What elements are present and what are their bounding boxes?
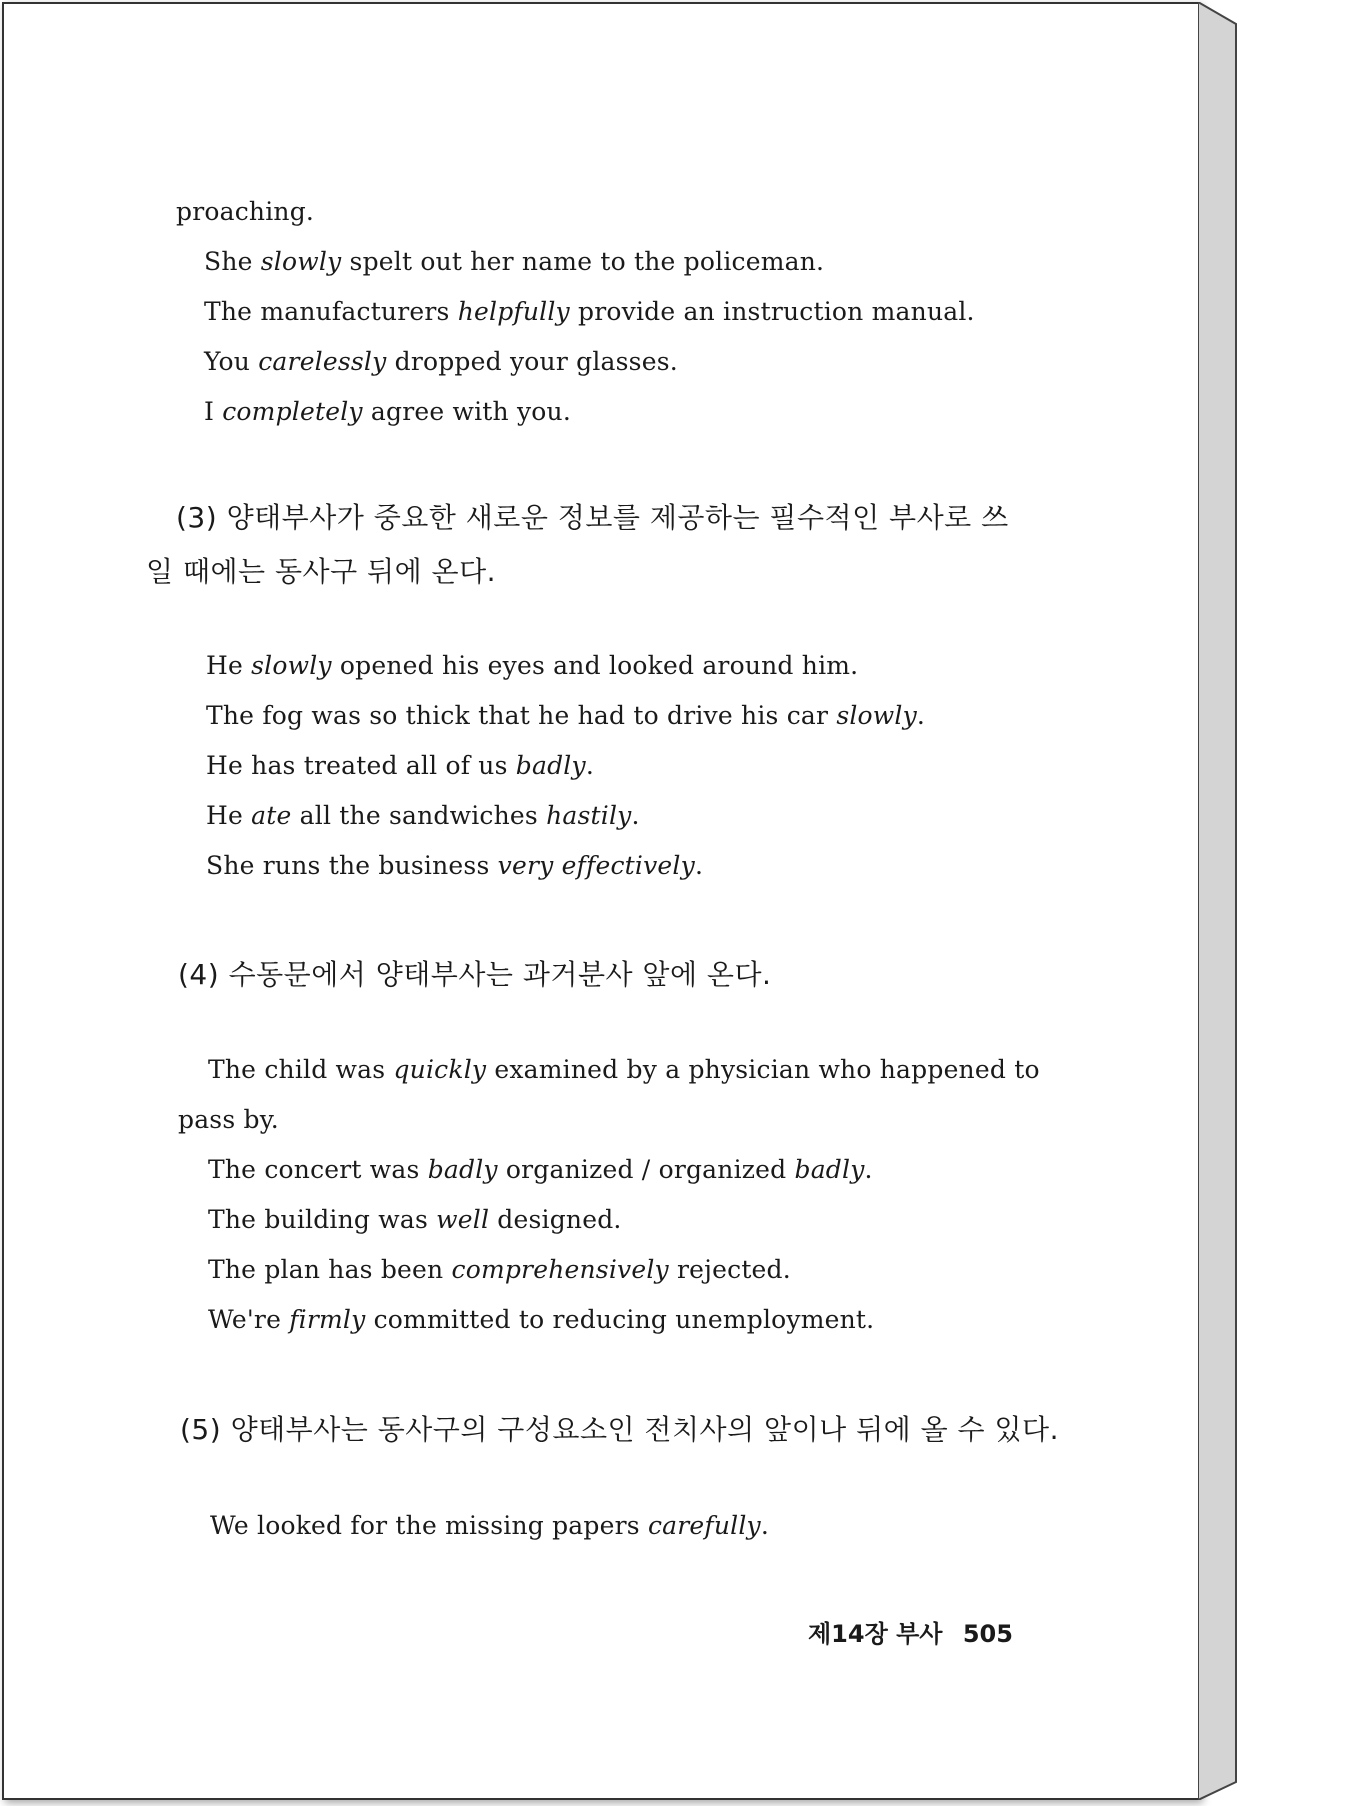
rule-heading-4: (4) 수동문에서 양태부사는 과거분사 앞에 온다. [178,958,772,991]
example-sentence: The plan has been comprehensively rejected. [208,1255,791,1284]
example-sentence: The concert was badly organized / organized badly. [208,1155,873,1184]
text-line: pass by. [178,1105,279,1134]
example-sentence: We're firmly committed to reducing unemployment. [208,1305,875,1334]
example-sentence: You carelessly dropped your glasses. [204,347,678,376]
text-line: proaching. [176,197,315,226]
rule-heading-3-cont: 일 때에는 동사구 뒤에 온다. [146,555,497,588]
example-sentence: I completely agree with you. [204,397,572,426]
page-footer [808,1614,1013,1649]
example-sentence: The building was well designed. [208,1205,622,1234]
example-sentence: The child was quickly examined by a physician who happened to [208,1055,1040,1084]
example-sentence: He slowly opened his eyes and looked around him. [206,651,859,680]
page-number: 505 [962,1620,1013,1648]
rule-heading-3: (3) 양태부사가 중요한 새로운 정보를 제공하는 필수적인 부사로 쓰 [176,501,1009,534]
example-sentence: He has treated all of us badly. [206,751,594,780]
example-sentence: The manufacturers helpfully provide an instruction manual. [204,297,975,326]
chapter-label: 제14장 부사 [808,1620,943,1648]
page-edge [1198,2,1242,1800]
rule-heading-5: (5) 양태부사는 동사구의 구성요소인 전치사의 앞이나 뒤에 올 수 있다. [180,1413,1059,1446]
example-sentence: She slowly spelt out her name to the policeman. [204,247,825,276]
example-sentence: She runs the business very effectively. [206,851,704,880]
example-sentence: The fog was so thick that he had to drive his car slowly. [206,701,926,730]
example-sentence: We looked for the missing papers carefully. [210,1511,770,1540]
example-sentence: He ate all the sandwiches hastily. [206,801,640,830]
